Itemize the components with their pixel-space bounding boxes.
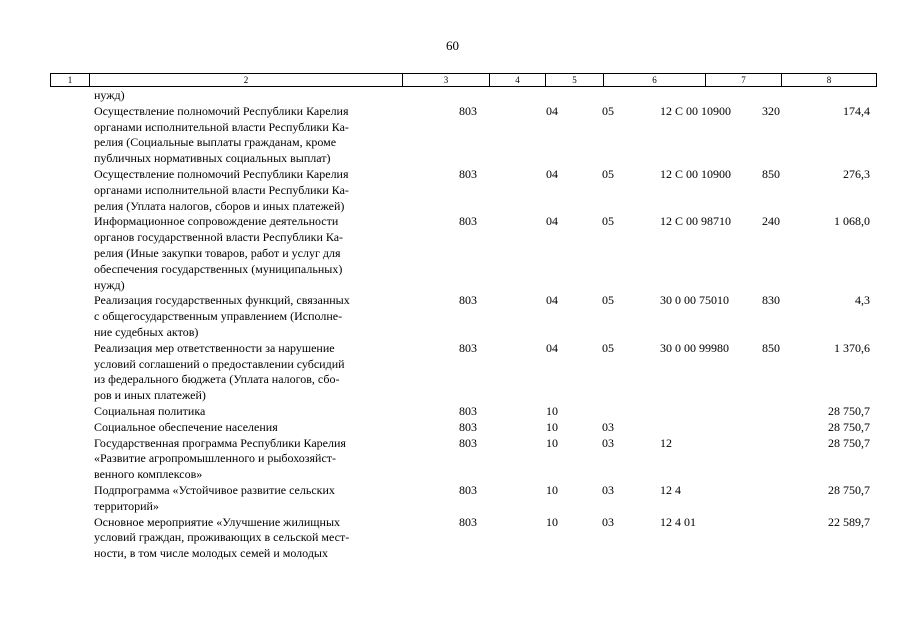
table-row xyxy=(50,515,876,562)
section-code xyxy=(540,88,596,104)
section-code: 04 xyxy=(546,293,558,308)
row-description xyxy=(50,104,453,167)
subsection-code: 05 xyxy=(602,340,614,355)
table-row xyxy=(50,420,876,436)
amount: 4,3 xyxy=(855,293,870,308)
table-row xyxy=(50,404,876,420)
description-line: «Развитие агропромышленного и рыбохозяйст- xyxy=(94,451,337,466)
description-line: релия (Социальные выплаты гражданам, кроме xyxy=(94,135,337,150)
ministry-code: 803 xyxy=(459,103,477,118)
description-line: Социальное обеспечение населения xyxy=(94,419,278,434)
section-code: 04 xyxy=(546,166,558,181)
ministry-code: 803 xyxy=(459,214,477,229)
row-description xyxy=(50,483,453,515)
target-article-code: 12 С 00 98710 xyxy=(660,214,732,229)
amount: 28 750,7 xyxy=(828,435,870,450)
description-line: органами исполнительной власти Республики Ка- xyxy=(94,119,349,134)
description-line: ров и иных платежей) xyxy=(94,388,206,403)
description-line: Основное мероприятие «Улучшение жилищных xyxy=(94,514,340,529)
ministry-code: 803 xyxy=(459,514,477,529)
table-row xyxy=(50,104,876,167)
subsection-code: 05 xyxy=(602,103,614,118)
description-line: Государственная программа Республики Карелия xyxy=(94,435,346,450)
target-article-code: 12 4 01 xyxy=(660,514,696,529)
ministry-code: 803 xyxy=(459,482,477,497)
column-number-4: 4 xyxy=(490,74,546,87)
row-description xyxy=(50,214,453,293)
row-description xyxy=(50,420,453,436)
description-line: нужд) xyxy=(94,277,125,292)
subsection-code: 05 xyxy=(602,166,614,181)
row-description xyxy=(50,167,453,214)
table-row xyxy=(50,483,876,515)
row-description xyxy=(50,293,453,340)
description-line: Реализация мер ответственности за нарушение xyxy=(94,340,335,355)
column-number-8: 8 xyxy=(782,74,877,87)
expense-type-code: 850 xyxy=(762,166,780,181)
description-line: релия (Уплата налогов, сборов и иных платежей) xyxy=(94,198,345,213)
description-line: из федерального бюджета (Уплата налогов, сбо- xyxy=(94,372,340,387)
row-description xyxy=(50,88,453,104)
subsection-code: 03 xyxy=(602,435,614,450)
amount: 28 750,7 xyxy=(828,482,870,497)
table-row xyxy=(50,293,876,340)
description-line: Реализация государственных функций, связанных xyxy=(94,293,350,308)
expense-type-code: 320 xyxy=(762,103,780,118)
subsection-code: 05 xyxy=(602,214,614,229)
column-number-5: 5 xyxy=(546,74,604,87)
description-line: публичных нормативных социальных выплат) xyxy=(94,151,331,166)
description-line: территорий» xyxy=(94,498,159,513)
amount: 22 589,7 xyxy=(828,514,870,529)
section-code: 10 xyxy=(546,482,558,497)
section-code: 10 xyxy=(546,403,558,418)
amount: 28 750,7 xyxy=(828,419,870,434)
subsection-code: 03 xyxy=(602,482,614,497)
description-line: органами исполнительной власти Республики Ка- xyxy=(94,182,349,197)
subsection-code xyxy=(596,404,654,420)
column-number-2: 2 xyxy=(90,74,403,87)
target-article-code xyxy=(654,404,756,420)
section-code: 10 xyxy=(546,419,558,434)
budget-table xyxy=(50,88,876,562)
expense-type-code: 830 xyxy=(762,293,780,308)
description-line: Осуществление полномочий Республики Карелия xyxy=(94,103,349,118)
description-line: нужд) xyxy=(94,88,125,102)
section-code: 10 xyxy=(546,514,558,529)
amount: 1 068,0 xyxy=(834,214,870,229)
section-code: 04 xyxy=(546,103,558,118)
subsection-code: 05 xyxy=(602,293,614,308)
target-article-code: 12 4 xyxy=(660,482,681,497)
expense-type-code: 850 xyxy=(762,340,780,355)
table-row xyxy=(50,167,876,214)
description-line: Подпрограмма «Устойчивое развитие сельских xyxy=(94,482,335,497)
description-line: условий граждан, проживающих в сельской мест- xyxy=(94,530,350,545)
amount: 28 750,7 xyxy=(828,403,870,418)
row-description xyxy=(50,341,453,404)
target-article-code xyxy=(654,420,756,436)
target-article-code: 12 С 00 10900 xyxy=(660,103,732,118)
description-line: условий соглашений о предоставлении субсидий xyxy=(94,356,345,371)
description-line: Социальная политика xyxy=(94,403,206,418)
ministry-code: 803 xyxy=(459,419,477,434)
page-number: 60 xyxy=(446,38,459,53)
column-number-6: 6 xyxy=(604,74,706,87)
table-row xyxy=(50,436,876,483)
ministry-code: 803 xyxy=(459,435,477,450)
ministry-code: 803 xyxy=(459,293,477,308)
row-description xyxy=(50,515,453,562)
description-line: органов государственной власти Республики Ка- xyxy=(94,230,344,245)
expense-type-code xyxy=(756,515,783,562)
section-code: 04 xyxy=(546,214,558,229)
row-description xyxy=(50,436,453,483)
description-line: Осуществление полномочий Республики Карелия xyxy=(94,166,349,181)
description-line: обеспечения государственных (муниципальных) xyxy=(94,261,343,276)
section-code: 10 xyxy=(546,435,558,450)
expense-type-code xyxy=(756,88,783,104)
subsection-code xyxy=(596,88,654,104)
table-row xyxy=(50,88,876,104)
ministry-code xyxy=(453,88,540,104)
target-article-code: 30 0 00 75010 xyxy=(660,293,729,308)
target-article-code: 12 xyxy=(660,435,672,450)
amount: 174,4 xyxy=(843,103,870,118)
table-row xyxy=(50,214,876,293)
subsection-code: 03 xyxy=(602,514,614,529)
target-article-code: 12 С 00 10900 xyxy=(660,166,732,181)
subsection-code: 03 xyxy=(602,419,614,434)
expense-type-code: 240 xyxy=(762,214,780,229)
column-number-7: 7 xyxy=(706,74,782,87)
expense-type-code xyxy=(756,436,783,483)
row-description xyxy=(50,404,453,420)
description-line: Информационное сопровождение деятельности xyxy=(94,214,339,229)
description-line: ности, в том числе молодых семей и молодых xyxy=(94,546,328,561)
expense-type-code xyxy=(756,420,783,436)
column-header-row xyxy=(50,73,877,87)
column-number-1: 1 xyxy=(51,74,90,87)
table-row xyxy=(50,341,876,404)
column-number-3: 3 xyxy=(403,74,490,87)
ministry-code: 803 xyxy=(459,403,477,418)
description-line: ние судебных актов) xyxy=(94,324,199,339)
description-line: релия (Иные закупки товаров, работ и услуг для xyxy=(94,245,341,260)
description-line: венного комплексов» xyxy=(94,467,203,482)
ministry-code: 803 xyxy=(459,340,477,355)
amount xyxy=(783,88,876,104)
target-article-code: 30 0 00 99980 xyxy=(660,340,729,355)
amount: 276,3 xyxy=(843,166,870,181)
expense-type-code xyxy=(756,483,783,515)
expense-type-code xyxy=(756,404,783,420)
description-line: с общегосударственным управлением (Исполне- xyxy=(94,309,343,324)
target-article-code xyxy=(654,88,756,104)
amount: 1 370,6 xyxy=(834,340,870,355)
ministry-code: 803 xyxy=(459,166,477,181)
section-code: 04 xyxy=(546,340,558,355)
